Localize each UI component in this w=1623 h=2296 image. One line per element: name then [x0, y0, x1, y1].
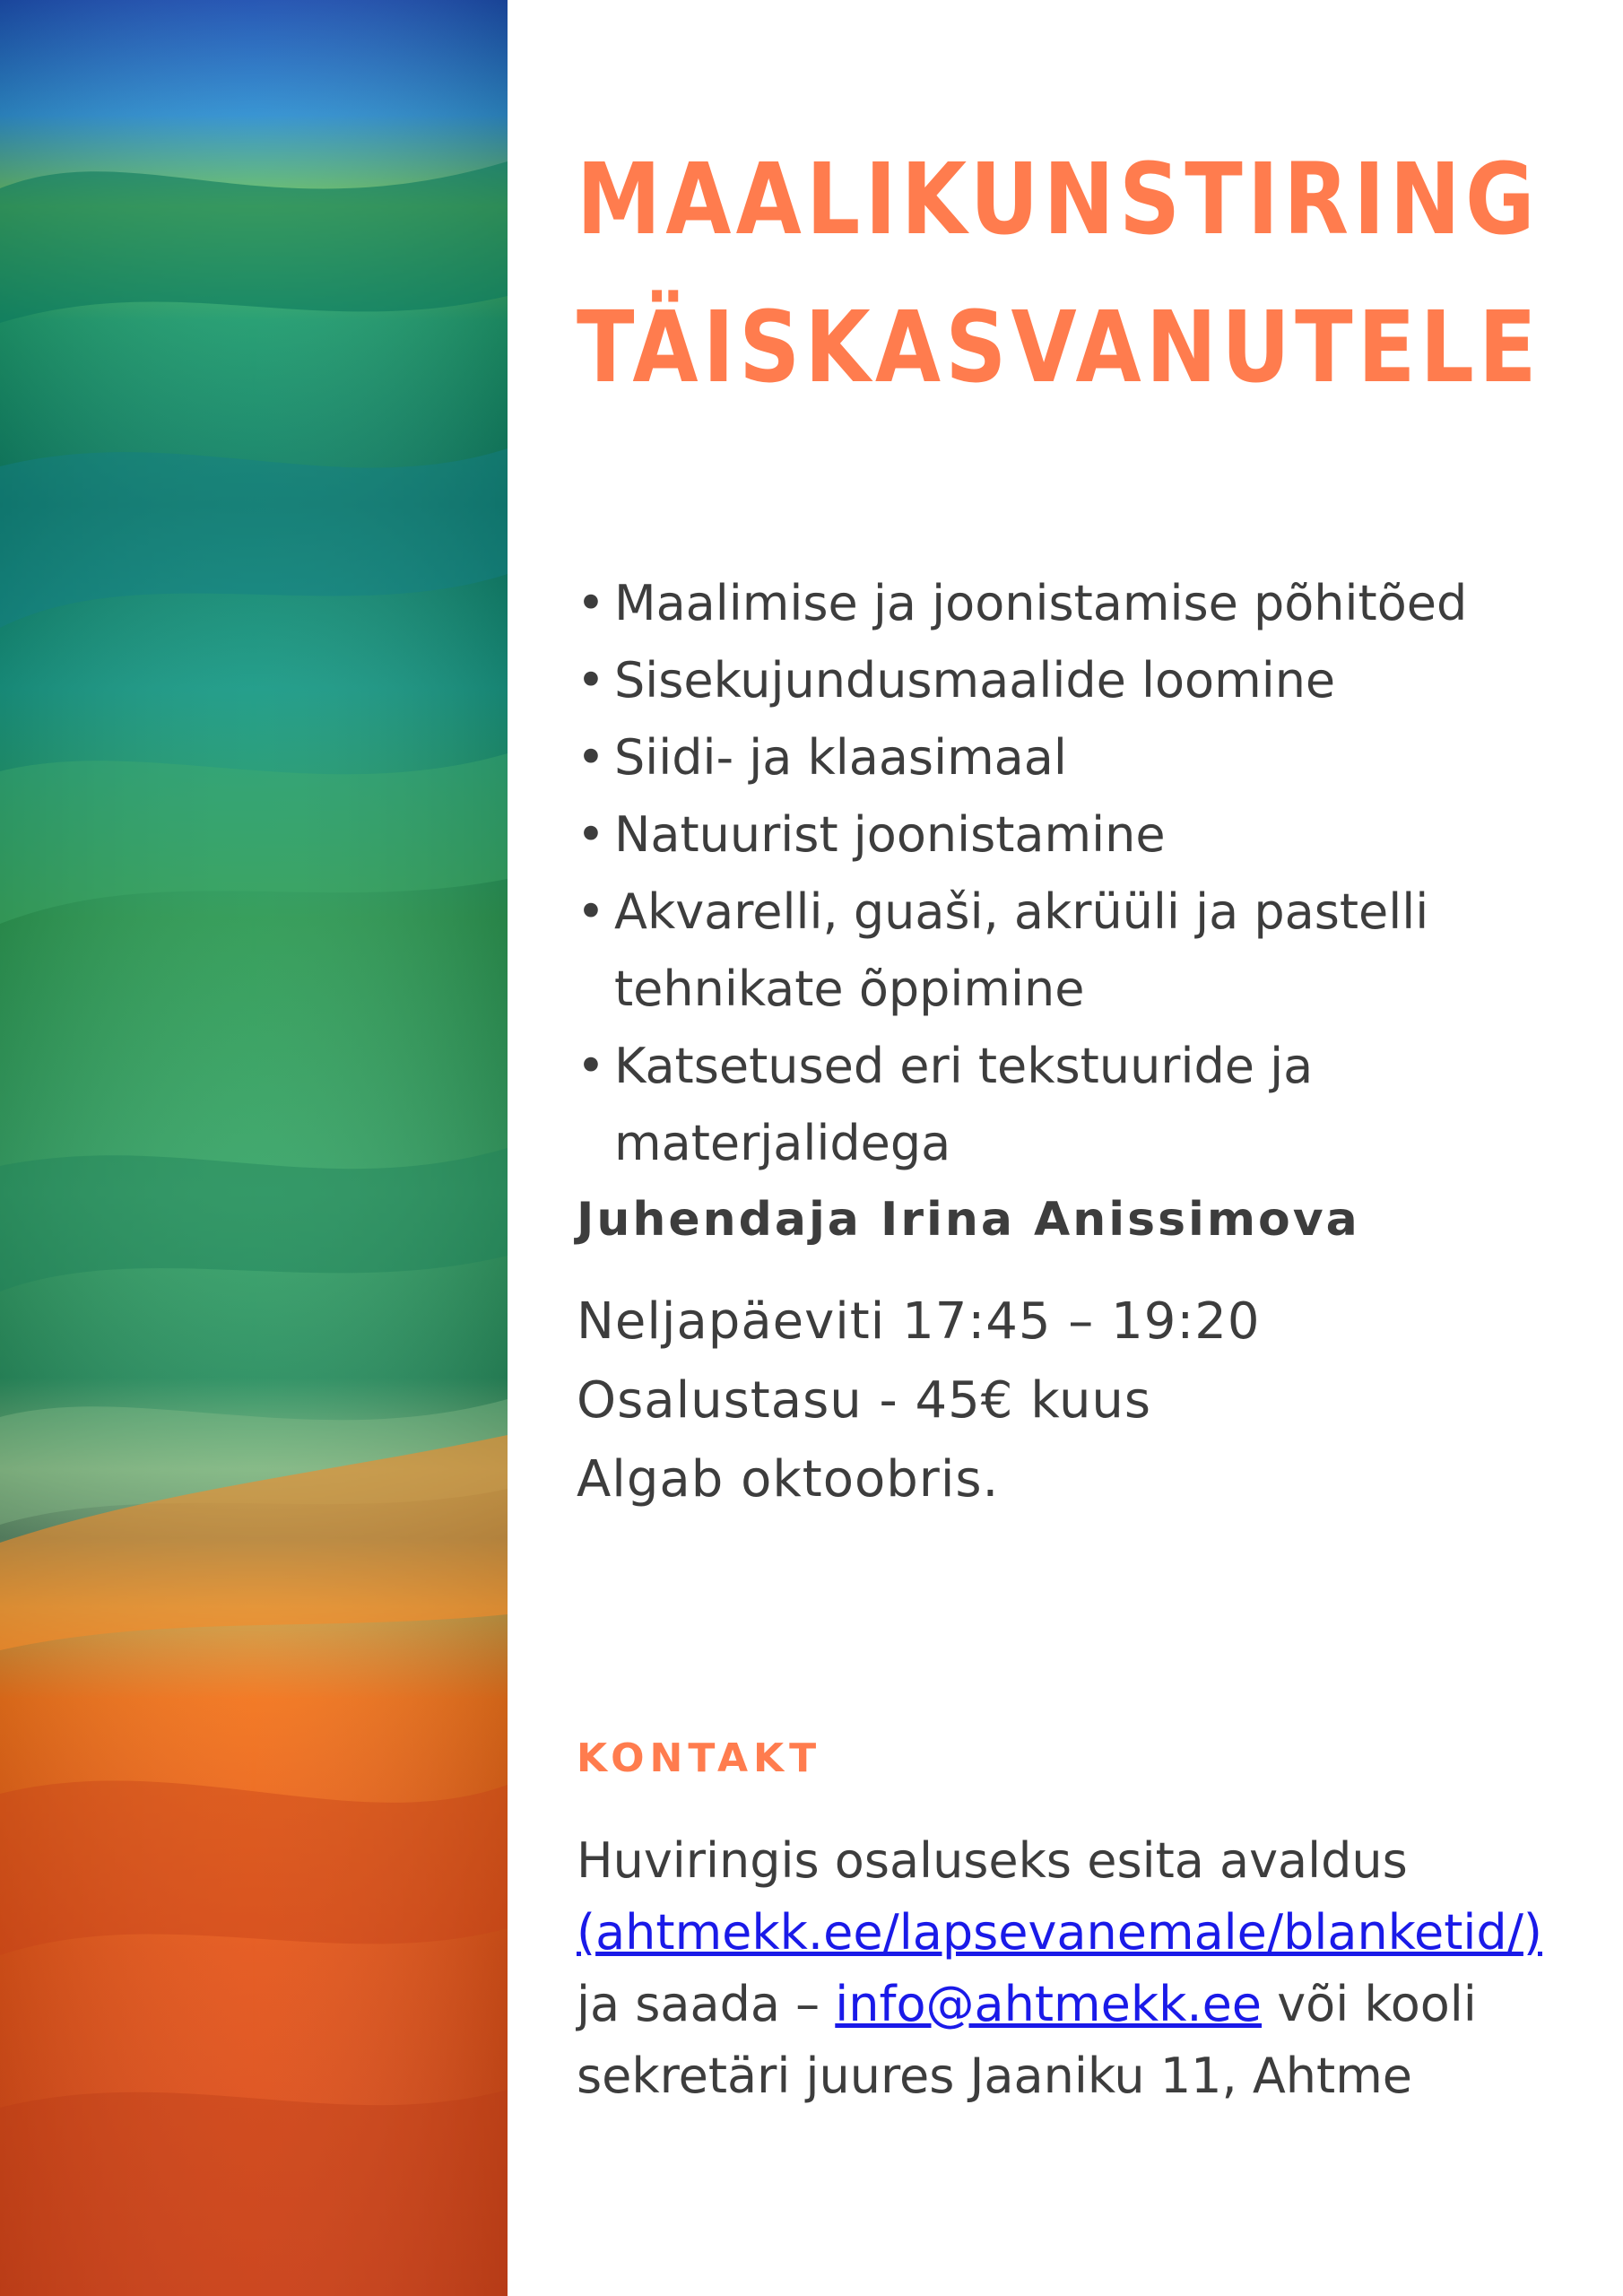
- topics-list: [577, 430, 1590, 1182]
- list-item: • Katsetused eri tekstuuride ja materjalidega: [577, 1028, 1590, 1182]
- participation-fee: Osalustasu - 45€ kuus: [577, 1371, 1152, 1430]
- email-link[interactable]: info@ahtmekk.ee: [835, 1976, 1263, 2032]
- contact-line-3: [577, 1969, 1599, 2040]
- link-open-paren[interactable]: (: [577, 1904, 596, 1961]
- schedule-block: [577, 1283, 1260, 1519]
- page-title: [577, 126, 1541, 422]
- link-close-paren[interactable]: ): [1523, 1904, 1542, 1961]
- painting-image: [0, 0, 508, 2296]
- start-date: Algab oktoobris.: [577, 1450, 1000, 1509]
- title-line-2: TÄISKASVANUTELE: [577, 290, 1541, 404]
- list-item: • Siidi- ja klaasimaal: [577, 719, 1590, 796]
- list-item: • Sisekujundusmaalide loomine: [577, 642, 1590, 719]
- application-form-link[interactable]: ahtmekk.ee/lapsevanemale/blanketid/: [595, 1904, 1523, 1961]
- list-item: • Maalimise ja joonistamise põhitõed: [577, 565, 1590, 642]
- schedule-time: Neljapäeviti 17:45 – 19:20: [577, 1292, 1261, 1351]
- contact-text-or: või kooli: [1262, 1976, 1477, 2032]
- instructor-name: Juhendaja Irina Anissimova: [577, 1193, 1360, 1247]
- contact-line-2: [577, 1897, 1599, 1969]
- contact-text-send: ja saada –: [577, 1976, 836, 2032]
- contact-block: [577, 1825, 1599, 2112]
- list-item: • Akvarelli, guaši, akrüüli ja pastelli tehnikate õppimine: [577, 874, 1590, 1028]
- title-line-1: MAALIKUNSTIRING: [577, 142, 1540, 257]
- contact-line-4: sekretäri juures Jaaniku 11, Ahtme: [577, 2048, 1413, 2104]
- contact-heading: KONTAKT: [577, 1735, 822, 1781]
- title-block: [577, 126, 1581, 422]
- contact-line-1: Huviringis osaluseks esita avaldus: [577, 1832, 1408, 1889]
- list-item: • Natuurist joonistamine: [577, 796, 1590, 874]
